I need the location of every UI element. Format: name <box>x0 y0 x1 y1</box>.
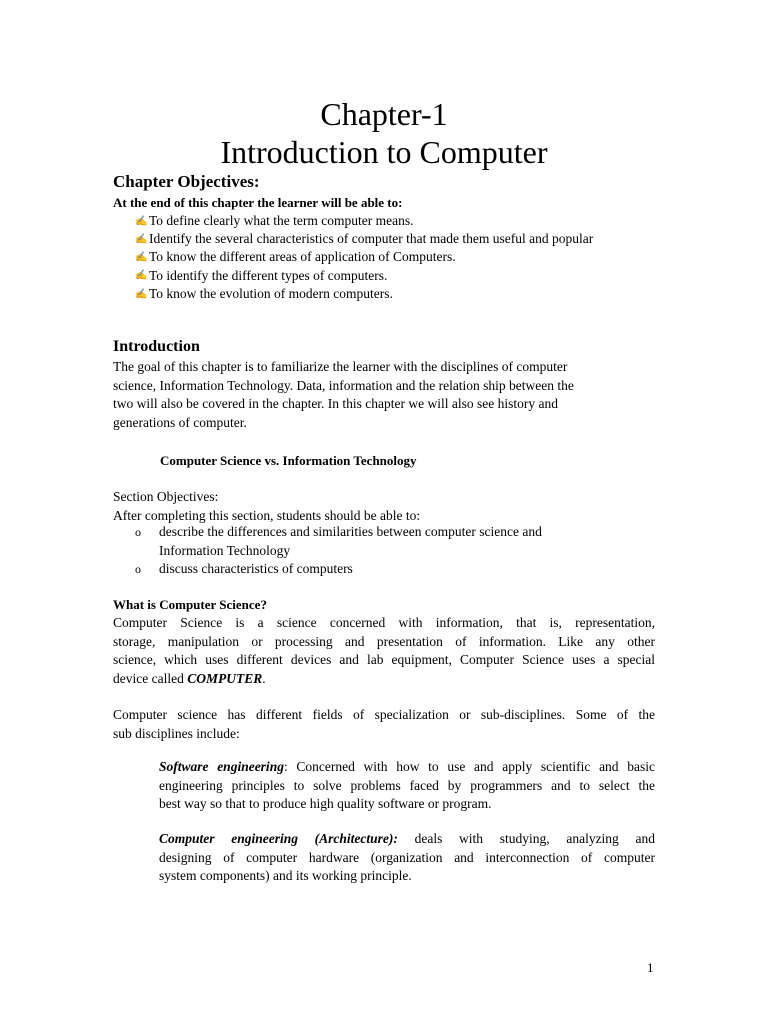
circle-bullet-icon: o <box>135 525 141 539</box>
chapter-number: Chapter-1 <box>320 96 448 132</box>
introduction-heading: Introduction <box>113 338 200 355</box>
section-objectives-list <box>135 523 542 579</box>
circle-bullet-icon: o <box>135 562 141 576</box>
chapter-title: Introduction to Computer <box>220 134 548 170</box>
objectives-intro: At the end of this chapter the learner will be able to: <box>113 195 403 210</box>
pen-bullet-icon: ✍ <box>135 270 148 282</box>
pen-bullet-icon: ✍ <box>135 288 148 300</box>
computer-emphasis: COMPUTER <box>187 670 263 686</box>
page-number: 1 <box>647 960 654 975</box>
list-item: ✍ To define clearly what the term computer means. <box>135 212 593 230</box>
section-objectives-intro: After completing this section, students should be able to: <box>113 507 421 523</box>
list-item: o discuss characteristics of computers <box>135 560 542 579</box>
section-objectives <box>113 488 420 525</box>
section-heading: Computer Science vs. Information Technology <box>160 453 417 468</box>
pen-bullet-icon: ✍ <box>135 233 148 245</box>
field-name: Computer engineering (Architecture): <box>159 831 398 846</box>
list-item: ✍ Identify the several characteristics of computer that made them useful and popular <box>135 230 593 248</box>
software-engineering-field: Software engineering: Concerned with how to use and apply scientific and basic engineering principles to solve problems faced by programmers and to select the best way so that to produce high quality software or program. <box>159 759 655 811</box>
pen-bullet-icon: ✍ <box>135 215 148 227</box>
pen-bullet-icon: ✍ <box>135 252 148 264</box>
objectives-list <box>135 212 593 303</box>
list-item: ✍ To know the evolution of modern computers. <box>135 285 593 303</box>
list-item: ✍ To know the different areas of application of Computers. <box>135 248 593 266</box>
field-name: Software engineering <box>159 759 284 774</box>
subdisciplines-paragraph: Computer science has different fields of specialization or sub-disciplines. Some of the sub disciplines include: <box>113 707 655 741</box>
objectives-heading: Chapter Objectives: <box>113 172 260 191</box>
computer-engineering-field: Computer engineering (Architecture): deals with studying, analyzing and designing of computer hardware (organization and interconnection of computer system components) and its working principle. <box>159 831 656 883</box>
what-is-cs-heading: What is Computer Science? <box>113 597 267 612</box>
introduction-paragraph: The goal of this chapter is to familiarize the learner with the disciplines of computer science, Information Technology. Data, information and the relation ship between the two will also be covered in the chapter. In this chapter we will also see history and generations of computer. <box>113 359 574 430</box>
what-is-cs-paragraph: Computer Science is a science concerned with information, that is, representation, storage, manipulation or processing and presentation of information. Like any other science, which uses different devices and lab equipment, Computer Science uses a special device called COMPUTER. <box>113 615 655 686</box>
list-item: o describe the differences and similarities between computer science and Information Technology <box>135 524 542 558</box>
list-item: ✍ To identify the different types of computers. <box>135 267 593 285</box>
section-objectives-label: Section Objectives: <box>113 489 219 504</box>
